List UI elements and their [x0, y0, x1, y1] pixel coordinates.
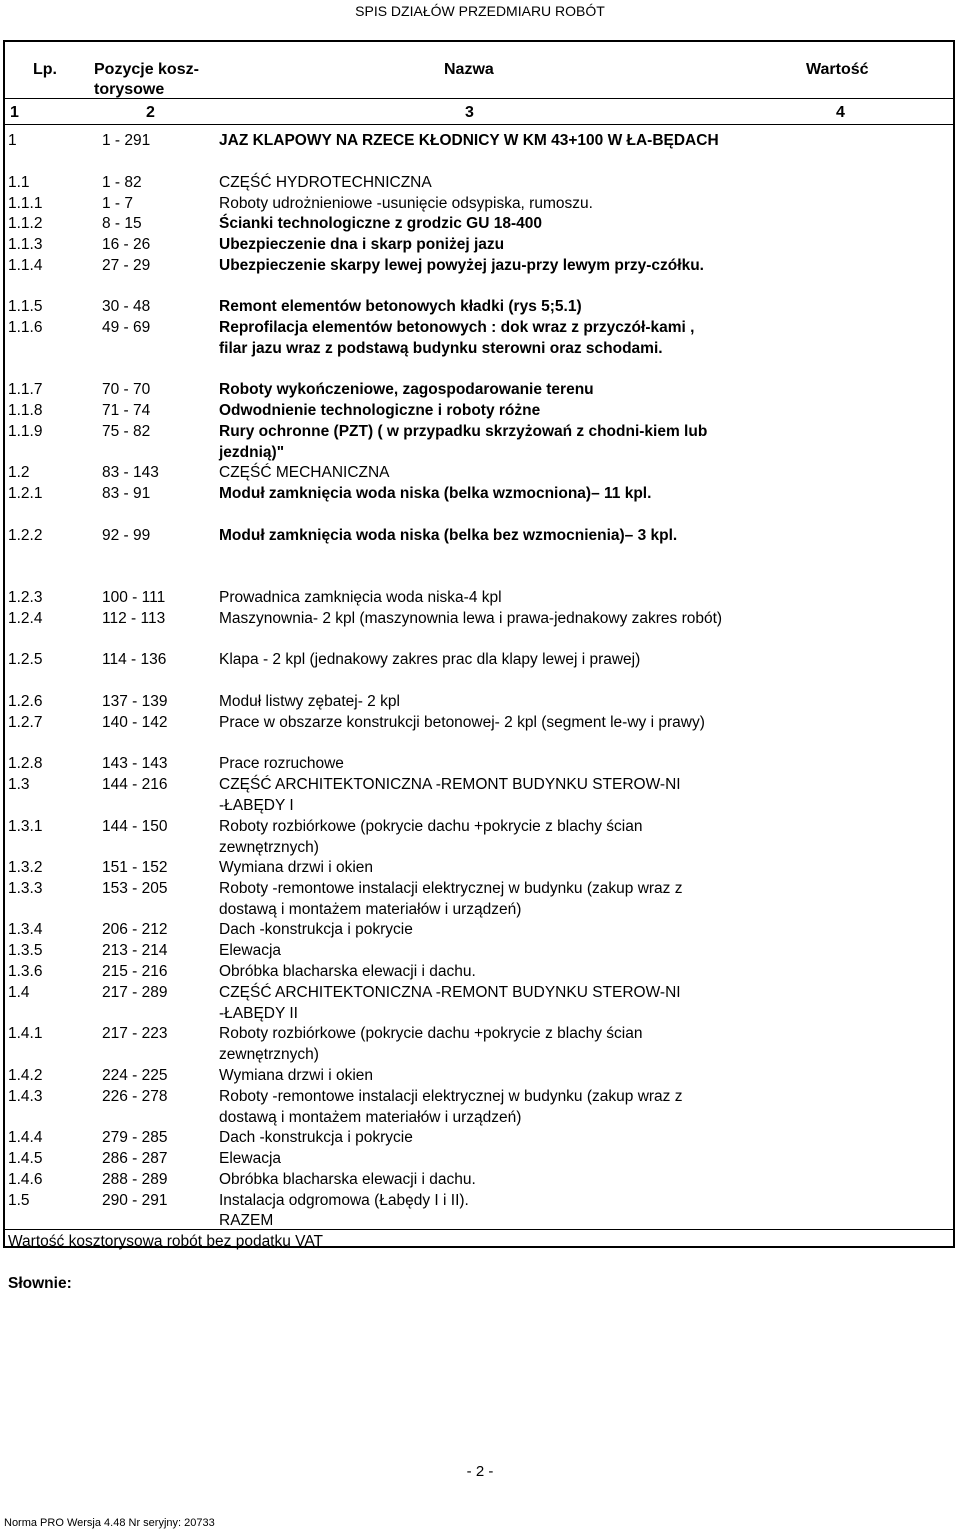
row-lp: 1.2.1: [8, 485, 43, 502]
column-header-pozycje-line1: Pozycje kosz-: [94, 61, 199, 78]
slownie-label: Słownie:: [8, 1275, 72, 1292]
row-pozycje: 16 - 26: [102, 236, 151, 253]
row-nazwa: CZĘŚĆ ARCHITEKTONICZNA -REMONT BUDYNKU STEROW-NI -ŁABĘDY I: [219, 776, 681, 814]
row-lp: 1.3.4: [8, 921, 43, 938]
row-nazwa: Reprofilacja elementów betonowych : dok wraz z przyczół-kami , filar jazu wraz z podstawą budynku sterowni oraz schodami.: [219, 319, 695, 357]
row-pozycje: 144 - 216: [102, 776, 168, 793]
row-nazwa: Roboty wykończeniowe, zagospodarowanie terenu: [219, 381, 594, 398]
divider: [3, 1229, 955, 1230]
row-lp: 1.4.6: [8, 1171, 43, 1188]
row-lp: 1.1.8: [8, 402, 43, 419]
row-lp: 1.1.7: [8, 381, 43, 398]
row-nazwa: Rury ochronne (PZT) ( w przypadku skrzyżowań z chodni-kiem lub jezdnią)": [219, 423, 708, 461]
row-lp: 1.2.7: [8, 714, 43, 731]
row-nazwa: Moduł listwy zębatej- 2 kpl: [219, 693, 400, 710]
row-lp: 1.1: [8, 174, 30, 191]
row-lp: 1.3.1: [8, 818, 43, 835]
row-lp: 1.1.5: [8, 298, 43, 315]
row-nazwa: Klapa - 2 kpl (jednakowy zakres prac dla klapy lewej i prawej): [219, 651, 641, 668]
column-header-pozycje-line2: torysowe: [94, 81, 165, 98]
row-lp: 1.4.4: [8, 1129, 43, 1146]
row-lp: 1.4.1: [8, 1025, 43, 1042]
column-number: 3: [465, 104, 474, 121]
row-lp: 1.4.2: [8, 1067, 43, 1084]
row-nazwa: CZĘŚĆ MECHANICZNA: [219, 464, 390, 481]
row-lp: 1.1.3: [8, 236, 43, 253]
row-nazwa: Moduł zamknięcia woda niska (belka wzmocniona)– 11 kpl.: [219, 485, 652, 502]
row-nazwa: CZĘŚĆ HYDROTECHNICZNA: [219, 174, 432, 191]
divider: [3, 124, 955, 125]
row-pozycje: 70 - 70: [102, 381, 151, 398]
row-lp: 1.1.6: [8, 319, 43, 336]
row-pozycje: 213 - 214: [102, 942, 168, 959]
column-header-nazwa: Nazwa: [444, 61, 494, 78]
row-pozycje: 27 - 29: [102, 257, 151, 274]
row-pozycje: 1 - 291: [102, 132, 151, 149]
column-number: 4: [836, 104, 845, 121]
row-nazwa: Dach -konstrukcja i pokrycie: [219, 921, 413, 938]
row-pozycje: 137 - 139: [102, 693, 168, 710]
row-lp: 1.2.3: [8, 589, 43, 606]
row-nazwa: Roboty -remontowe instalacji elektrycznej w budynku (zakup wraz z dostawą i montażem materiałów i urządzeń): [219, 880, 683, 918]
page-title: SPIS DZIAŁÓW PRZEDMIARU ROBÓT: [355, 3, 605, 19]
row-lp: 1.1.2: [8, 215, 43, 232]
row-nazwa: Wymiana drzwi i okien: [219, 1067, 374, 1084]
row-lp: 1.1.9: [8, 423, 43, 440]
row-nazwa: Instalacja odgromowa (Łabędy I i II).: [219, 1192, 469, 1209]
row-pozycje: 143 - 143: [102, 755, 168, 772]
row-pozycje: 224 - 225: [102, 1067, 168, 1084]
row-pozycje: 226 - 278: [102, 1088, 168, 1105]
row-pozycje: 112 - 113: [102, 610, 166, 627]
row-nazwa: Obróbka blacharska elewacji i dachu.: [219, 1171, 476, 1188]
row-nazwa: Ubezpieczenie skarpy lewej powyżej jazu-przy lewym przy-czółku.: [219, 257, 704, 274]
row-lp: 1.2.8: [8, 755, 43, 772]
row-pozycje: 49 - 69: [102, 319, 151, 336]
row-lp: 1.3.5: [8, 942, 43, 959]
row-pozycje: 75 - 82: [102, 423, 151, 440]
row-pozycje: 30 - 48: [102, 298, 151, 315]
row-nazwa: Elewacja: [219, 942, 282, 959]
row-pozycje: 140 - 142: [102, 714, 168, 731]
row-lp: 1.1.4: [8, 257, 43, 274]
row-pozycje: 114 - 136: [102, 651, 167, 668]
total-value-label: Wartość kosztorysowa robót bez podatku VAT: [8, 1233, 324, 1250]
row-nazwa: Dach -konstrukcja i pokrycie: [219, 1129, 413, 1146]
row-lp: 1.4: [8, 984, 30, 1001]
row-nazwa: Ścianki technologiczne z grodzic GU 18-400: [219, 215, 543, 232]
razem-label: RAZEM: [219, 1212, 274, 1229]
row-lp: 1.2.2: [8, 527, 43, 544]
row-nazwa: Remont elementów betonowych kładki (rys 5;5.1): [219, 298, 582, 315]
row-nazwa: Roboty rozbiórkowe (pokrycie dachu +pokrycie z blachy ścian zewnętrznych): [219, 818, 643, 856]
row-lp: 1.2.6: [8, 693, 43, 710]
row-nazwa: Odwodnienie technologiczne i roboty różne: [219, 402, 541, 419]
row-lp: 1.4.3: [8, 1088, 43, 1105]
row-pozycje: 290 - 291: [102, 1192, 168, 1209]
column-number: 2: [146, 104, 155, 121]
row-nazwa: Maszynownia- 2 kpl (maszynownia lewa i prawa-jednakowy zakres robót): [219, 610, 723, 627]
row-nazwa: Wymiana drzwi i okien: [219, 859, 374, 876]
row-nazwa: Prace rozruchowe: [219, 755, 344, 772]
row-nazwa: Elewacja: [219, 1150, 282, 1167]
row-pozycje: 92 - 99: [102, 527, 151, 544]
row-pozycje: 1 - 82: [102, 174, 142, 191]
row-pozycje: 206 - 212: [102, 921, 168, 938]
row-lp: 1.5: [8, 1192, 30, 1209]
row-pozycje: 286 - 287: [102, 1150, 168, 1167]
row-nazwa: Roboty -remontowe instalacji elektrycznej w budynku (zakup wraz z dostawą i montażem materiałów i urządzeń): [219, 1088, 683, 1126]
row-pozycje: 288 - 289: [102, 1171, 168, 1188]
row-pozycje: 153 - 205: [102, 880, 168, 897]
row-nazwa: Prace w obszarze konstrukcji betonowej- 2 kpl (segment le-wy i prawy): [219, 714, 705, 731]
row-lp: 1.2.4: [8, 610, 43, 627]
row-nazwa: Prowadnica zamknięcia woda niska-4 kpl: [219, 589, 502, 606]
row-pozycje: 215 - 216: [102, 963, 168, 980]
row-pozycje: 217 - 289: [102, 984, 168, 1001]
row-pozycje: 71 - 74: [102, 402, 151, 419]
footer-text: Norma PRO Wersja 4.48 Nr seryjny: 20733: [4, 1517, 215, 1529]
row-lp: 1.1.1: [8, 195, 43, 212]
row-lp: 1.3.6: [8, 963, 43, 980]
row-nazwa: Obróbka blacharska elewacji i dachu.: [219, 963, 476, 980]
row-lp: 1.3.2: [8, 859, 43, 876]
row-pozycje: 1 - 7: [102, 195, 134, 212]
row-pozycje: 279 - 285: [102, 1129, 168, 1146]
column-header-pozycje: [94, 60, 199, 100]
row-pozycje: 151 - 152: [102, 859, 168, 876]
column-number: 1: [10, 104, 19, 121]
row-lp: 1.2: [8, 464, 30, 481]
column-header-lp: Lp.: [33, 61, 57, 78]
row-pozycje: 83 - 143: [102, 464, 159, 481]
row-lp: 1.2.5: [8, 651, 43, 668]
row-pozycje: 83 - 91: [102, 485, 151, 502]
row-pozycje: 144 - 150: [102, 818, 168, 835]
row-nazwa: CZĘŚĆ ARCHITEKTONICZNA -REMONT BUDYNKU STEROW-NI -ŁABĘDY II: [219, 984, 681, 1022]
page-number: - 2 -: [466, 1463, 494, 1480]
column-header-wartosc: Wartość: [806, 61, 869, 78]
row-nazwa: Moduł zamknięcia woda niska (belka bez wzmocnienia)– 3 kpl.: [219, 527, 678, 544]
row-nazwa: Ubezpieczenie dna i skarp poniżej jazu: [219, 236, 505, 253]
row-pozycje: 8 - 15: [102, 215, 142, 232]
row-pozycje: 100 - 111: [102, 589, 166, 606]
row-lp: 1.3.3: [8, 880, 43, 897]
row-lp: 1.3: [8, 776, 30, 793]
row-nazwa: Roboty udrożnieniowe -usunięcie odsypiska, rumoszu.: [219, 195, 593, 212]
row-nazwa: JAZ KLAPOWY NA RZECE KŁODNICY W KM 43+100 W ŁA-BĘDACH: [219, 132, 719, 149]
row-lp: 1.4.5: [8, 1150, 43, 1167]
row-lp: 1: [8, 132, 17, 149]
row-nazwa: Roboty rozbiórkowe (pokrycie dachu +pokrycie z blachy ścian zewnętrznych): [219, 1025, 643, 1063]
row-pozycje: 217 - 223: [102, 1025, 168, 1042]
